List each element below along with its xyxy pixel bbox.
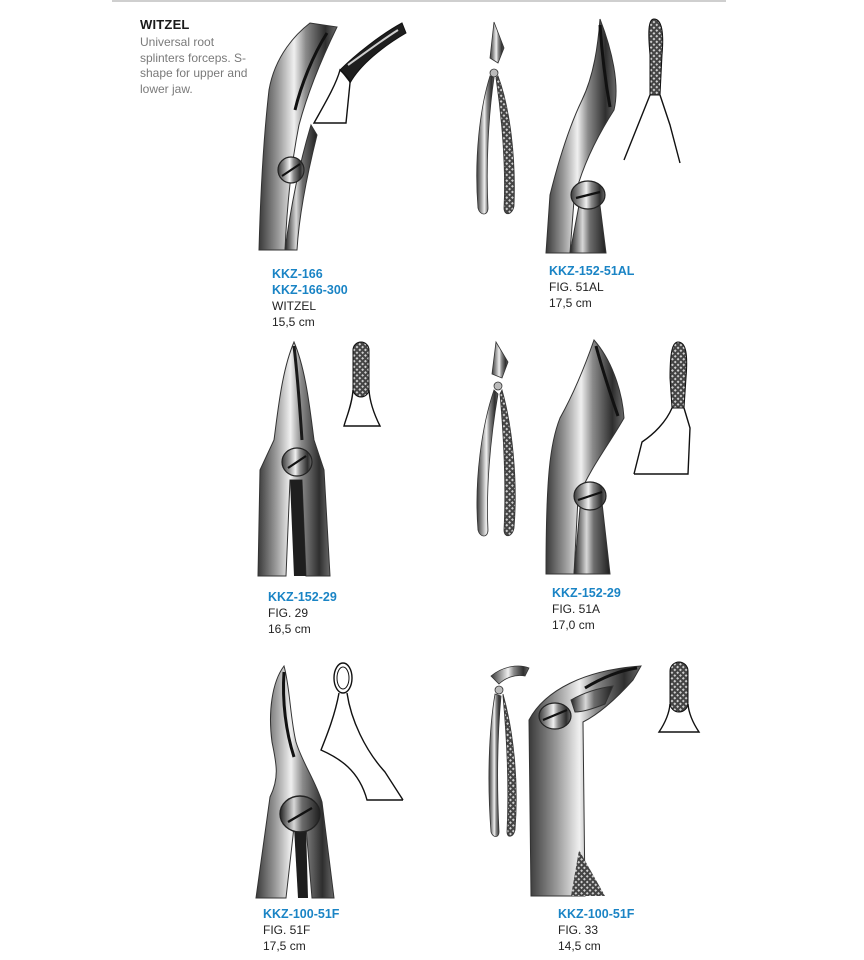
product-name: WITZEL [272, 299, 316, 313]
product-code: KKZ-100-51F [263, 907, 340, 921]
forceps-image-51a [540, 338, 640, 578]
forceps-image-fig29 [250, 340, 340, 580]
product-code: KKZ-152-29 [552, 586, 621, 600]
forceps-overview-51a [470, 340, 522, 540]
product-code: KKZ-166-300 [272, 283, 348, 297]
product-caption-2 [549, 263, 634, 311]
product-code: KKZ-166 [272, 267, 323, 281]
product-caption-6 [558, 906, 634, 954]
product-length: 15,5 cm [272, 315, 315, 329]
tip-detail-51al [620, 15, 695, 165]
product-code: KKZ-100-51F [558, 907, 635, 921]
product-caption-4 [552, 585, 621, 633]
tip-detail-fig33 [655, 660, 705, 735]
product-name: FIG. 33 [558, 923, 599, 937]
product-code: KKZ-152-29 [268, 590, 337, 604]
forceps-image-fig33 [525, 660, 650, 900]
forceps-overview-51al [470, 18, 522, 218]
product-caption-1 [272, 266, 348, 330]
forceps-image-51al [540, 15, 630, 255]
section-title: WITZEL [140, 17, 190, 32]
product-caption-5 [263, 906, 339, 954]
tip-detail-fig29 [340, 340, 385, 430]
product-length: 14,5 cm [558, 939, 601, 953]
product-length: 17,5 cm [549, 296, 592, 310]
product-code: KKZ-152-51AL [549, 264, 635, 278]
product-caption-3 [268, 589, 337, 637]
product-name: FIG. 51F [263, 923, 311, 937]
product-length: 17,5 cm [263, 939, 306, 953]
product-name: FIG. 51A [552, 602, 601, 616]
product-name: FIG. 29 [268, 606, 309, 620]
tip-detail-51a [630, 338, 705, 478]
product-name: FIG. 51AL [549, 280, 604, 294]
tip-detail-51f [315, 660, 410, 805]
product-length: 16,5 cm [268, 622, 311, 636]
section-description: Universal root splinters forceps. S-shape for upper and lower jaw. [140, 35, 248, 96]
tip-detail-witzel [310, 15, 410, 130]
top-rule [112, 0, 726, 2]
product-length: 17,0 cm [552, 618, 595, 632]
